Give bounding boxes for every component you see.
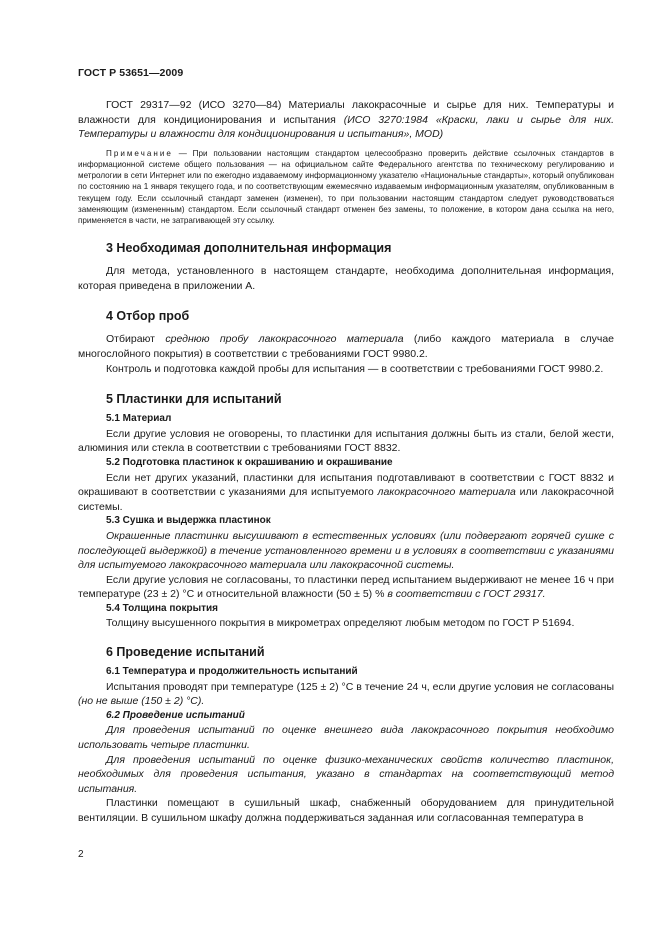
subsection-5-4-paragraph: Толщину высушенного покрытия в микрометрах определяют любым методом по ГОСТ Р 51694. [106,617,575,630]
note-paragraph [78,148,614,226]
section-4-title: 4 Отбор проб [106,309,190,324]
section-4-paragraph-1 [78,332,614,361]
subsection-5-1-title: 5.1 Материал [106,413,172,425]
s5-p2-text-c: или лакокрасочной системы. [78,486,615,513]
document-header: ГОСТ Р 53651—2009 [78,67,184,79]
s5-p2-text-a: Если нет других указаний, пластинки для испытания подготавливают в соответствии с ГОСТ 8832 и окрашивают в соответствии с указаниями для испытуемого [78,471,614,499]
subsection-6-2-paragraph-1: Для проведения испытаний по оценке внешнего вида лакокрасочного покрытия необходимо использовать четыре пластинки. [78,724,614,752]
s5-p4-text-a: Если другие условия не согласованы, то пластинки перед испытанием выдерживают не менее 16 ч при температуре (23 ± 2) °С и относительной влажности (50 ± 5) % [78,573,614,601]
s5-p4-text-b: в соответствии с ГОСТ 29317. [387,588,546,601]
subsection-6-1-paragraph [78,680,614,709]
s6-p1-text-a: Испытания проводят при температуре (125 ± 2) °С в течение 24 ч, если другие условия не согласованы [106,680,614,693]
reference-entry [78,98,614,142]
subsection-6-1-title: 6.1 Температура и продолжительность испытаний [106,666,358,678]
s6-p1-text-b: (но не выше (150 ± 2) °С). [78,695,205,708]
subsection-6-2-paragraph-3: Пластинки помещают в сушильный шкаф, снабженный оборудованием для принудительной вентиляции. В сушильном шкафу должна поддерживаться заданная или согласованная температура в [78,797,614,825]
subsection-5-4-title: 5.4 Толщина покрытия [106,602,219,614]
s5-p2-text-b: лакокрасочного материала [377,486,516,499]
subsection-5-2-paragraph [78,471,614,515]
reference-text: ГОСТ 29317—92 (ИСО 3270—84) Материалы лакокрасочные и сырье для них. Температуры и влажности для кондиционирования и испытания [78,99,614,126]
note-label: Примечание [106,148,173,158]
document-body [78,98,614,826]
subsection-6-2-title: 6.2 Проведение испытаний [106,709,245,721]
subsection-5-3-paragraph-2 [78,573,614,602]
subsection-5-3-title: 5.3 Сушка и выдержка пластинок [106,515,271,527]
section-6-title: 6 Проведение испытаний [106,645,265,660]
s4-p1-text-c: (либо каждого материала в случае многослойного покрытия) в соответствии с требованиями ГОСТ 9980.2. [78,333,615,360]
section-3-paragraph: Для метода, установленного в настоящем стандарте, необходима дополнительная информация, которая приведена в приложении А. [78,265,614,292]
note-text: — При пользовании настоящим стандартом целесообразно проверить действие ссылочных стандартов в информационной системе общего пользования — на официальном сайте Федерального агентства по техническому регулированию и метрологии в сети Интернет или по ежегодно издаваемому информационному указателю «Национальные стандарты», который опубликован по состоянию на 1 января текущего года, и по соответствующим ежемесячно издаваемым информационным указателям, опубликованным в текущем году. Если ссылочный стандарт заменен (изменен), то при пользовании настоящим стандартом следует руководствоваться заменяющим (измененным) стандартом. Если ссылочный стандарт отменен без замены, то положение, в котором дана ссылка на него, применяется в части, не затрагивающей эту ссылку. [78,148,614,225]
section-5-title: 5 Пластинки для испытаний [106,392,282,407]
subsection-5-3-paragraph-1: Окрашенные пластинки высушивают в естественных условиях (или подвергают горячей сушке с последующей выдержкой) в течение установленного времени и в условиях в соответствии с указаниями для испытуемого лакокрасочного материала или лакокрасочной системы. [78,529,614,572]
reference-iso-text: (ИСО 3270:1984 «Краски, лаки и сырье для них. Температуры и влажности для кондиционирования и испытания», MOD) [78,113,614,141]
page-number: 2 [78,849,84,860]
subsection-5-1-paragraph: Если другие условия не оговорены, то пластинки для испытания должны быть из стали, белой жести, алюминия или стекла в соответствии с требованиями ГОСТ 8832. [78,427,614,455]
section-3-title: 3 Необходимая дополнительная информация [106,241,392,256]
subsection-5-2-title: 5.2 Подготовка пластинок к окрашиванию и окрашивание [106,456,393,468]
subsection-6-2-paragraph-2: Для проведения испытаний по оценке физико-механических свойств количество пластинок, необходимых для проведения испытания, указано в стандартах на соответствующий метод испытания. [78,753,614,795]
section-4-paragraph-2: Контроль и подготовка каждой пробы для испытания — в соответствии с требованиями ГОСТ 9980.2. [106,362,604,375]
s4-p1-text-b: среднюю пробу лакокрасочного материала [165,333,404,346]
s4-p1-text-a: Отбирают [106,333,166,346]
